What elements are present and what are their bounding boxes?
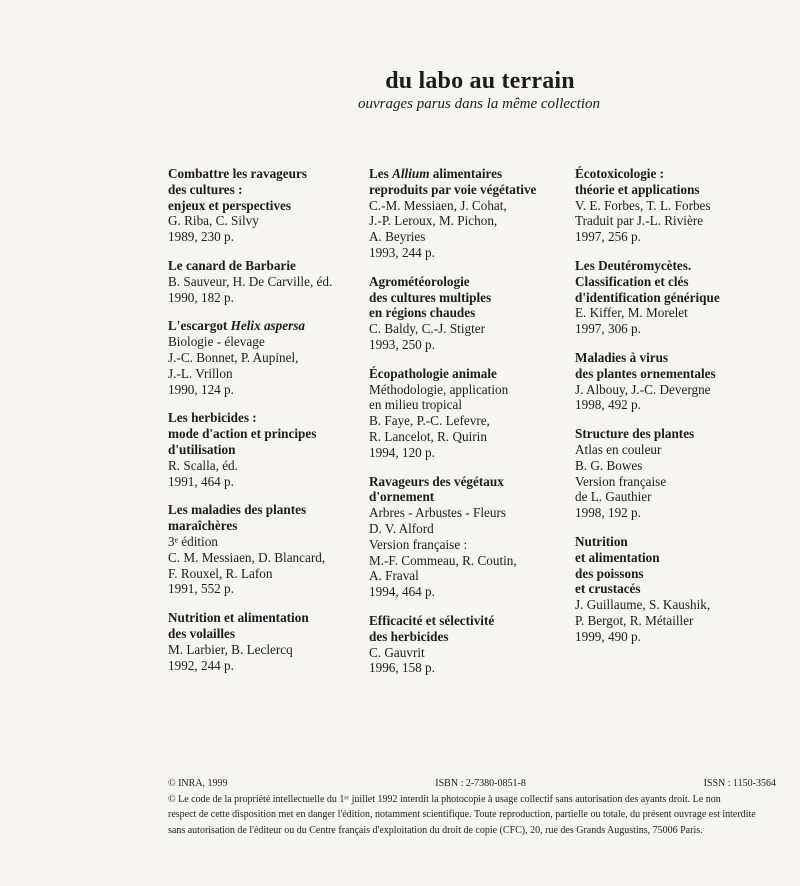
issn: ISSN : 1150-3564	[703, 778, 776, 789]
book-details	[168, 458, 356, 490]
book-title	[168, 166, 356, 213]
title-line: Les Deutéromycètes.	[575, 257, 692, 273]
book-entry	[575, 426, 775, 521]
detail-line: en milieu tropical	[369, 397, 463, 413]
detail-line: F. Rouxel, R. Lafon	[168, 565, 273, 581]
detail-line: C. Baldy, C.-J. Stigter	[369, 321, 486, 337]
title-line: Structure des plantes	[575, 426, 695, 442]
title-italic-text: Helix aspersa	[230, 318, 305, 334]
detail-line: 1990, 124 p.	[168, 381, 234, 397]
title-line: Nutrition et alimentation	[168, 610, 309, 626]
title-line: Le canard de Barbarie	[168, 257, 296, 273]
detail-line: 1994, 464 p.	[369, 584, 435, 600]
detail-line: J. Albouy, J.-C. Devergne	[575, 381, 711, 397]
book-details	[369, 645, 569, 677]
title-line: Les herbicides :	[168, 410, 257, 426]
legal-line: sans autorisation de l'éditeur ou du Centre français d'exploitation du droit de copie (CFC), 20, rue des Grands Augustins, 75006 Paris.	[168, 824, 703, 836]
book-details	[168, 213, 356, 245]
title-line: d'identification générique	[575, 289, 720, 305]
title-text: Les	[369, 166, 393, 181]
detail-line: E. Kiffer, M. Morelet	[575, 305, 688, 321]
title-text: alimentaires	[429, 166, 503, 181]
detail-line: 1997, 256 p.	[575, 229, 641, 245]
book-entry	[575, 534, 775, 645]
isbn: ISBN : 2-7380-0851-8	[435, 778, 526, 789]
title-line: Nutrition	[575, 533, 628, 549]
detail-line: C. M. Messiaen, D. Blancard,	[168, 549, 326, 565]
detail-line: M.-F. Commeau, R. Coutin,	[369, 552, 517, 568]
book-entry	[168, 258, 356, 305]
book-title	[168, 502, 356, 534]
title-line: mode d'action et principes	[168, 426, 317, 442]
detail-line: 1996, 158 p.	[369, 660, 435, 676]
title-line: Efficacité et sélectivité	[369, 612, 495, 628]
title-line: des herbicides	[369, 628, 449, 644]
title-line: Agrométéorologie	[369, 273, 470, 289]
book-details	[168, 642, 356, 674]
detail-line: de L. Gauthier	[575, 489, 652, 505]
detail-line: V. E. Forbes, T. L. Forbes	[575, 197, 711, 213]
book-entry	[369, 613, 569, 676]
detail-line: Version française :	[369, 536, 468, 552]
detail-line: 1989, 230 p.	[168, 229, 234, 245]
detail-line: D. V. Alford	[369, 520, 434, 536]
legal-footer	[168, 776, 776, 838]
detail-line: R. Scalla, éd.	[168, 457, 238, 473]
detail-line: 1991, 464 p.	[168, 473, 234, 489]
detail-line: 1993, 244 p.	[369, 244, 435, 260]
detail-line: C.-M. Messiaen, J. Cohat,	[369, 197, 507, 213]
detail-line: P. Bergot, R. Métailler	[575, 612, 694, 628]
detail-line: M. Larbier, B. Leclercq	[168, 641, 293, 657]
book-details	[369, 505, 569, 600]
book-details	[168, 274, 356, 306]
book-details	[168, 534, 356, 597]
book-title	[168, 318, 356, 334]
detail-line: 1997, 306 p.	[575, 321, 641, 337]
book-title	[575, 166, 775, 198]
book-title	[575, 350, 775, 382]
title-text: L'escargot	[168, 318, 231, 334]
copyright-notice: © INRA, 1999	[168, 778, 228, 789]
detail-line: B. Faye, P.-C. Lefevre,	[369, 413, 490, 429]
book-details	[575, 442, 775, 521]
detail-line: Arbres - Arbustes - Fleurs	[369, 505, 506, 521]
title-line: des cultures multiples	[369, 289, 492, 305]
detail-line: R. Lancelot, R. Quirin	[369, 428, 487, 444]
book-details	[575, 305, 775, 337]
detail-line: Traduit par J.-L. Rivière	[575, 213, 704, 229]
detail-line: A. Fraval	[369, 568, 419, 584]
book-entry	[369, 474, 569, 600]
title-line: Les maladies des plantes	[168, 502, 307, 518]
detail-line: 1992, 244 p.	[168, 657, 234, 673]
detail-line: Atlas en couleur	[575, 441, 662, 457]
title-line	[369, 166, 569, 182]
detail-line: 1999, 490 p.	[575, 628, 641, 644]
book-details	[369, 382, 569, 461]
title-line: Classification et clés	[575, 273, 689, 289]
title-line: et crustacés	[575, 581, 641, 597]
detail-line: B. G. Bowes	[575, 457, 643, 473]
detail-line: 1994, 120 p.	[369, 444, 435, 460]
title-line: des cultures :	[168, 181, 243, 197]
title-line: d'ornement	[369, 489, 435, 505]
book-title	[575, 426, 775, 442]
title-line: d'utilisation	[168, 441, 236, 457]
book-details	[168, 334, 356, 397]
collection-header	[0, 68, 800, 114]
detail-line: 1998, 492 p.	[575, 397, 641, 413]
detail-line: J.-P. Leroux, M. Pichon,	[369, 213, 498, 229]
book-title	[575, 534, 775, 597]
series-subtitle: ouvrages parus dans la même collection	[357, 96, 601, 112]
book-column-2	[369, 166, 569, 689]
title-line: Ravageurs des végétaux	[369, 473, 504, 489]
detail-line: 1993, 250 p.	[369, 336, 435, 352]
book-title	[369, 274, 569, 321]
book-entry	[168, 410, 356, 489]
book-entry	[575, 166, 775, 245]
series-title: du labo au terrain	[385, 68, 575, 94]
detail-line: 1990, 182 p.	[168, 289, 234, 305]
book-entry	[575, 350, 775, 413]
book-entry	[168, 318, 356, 397]
detail-line: J.-C. Bonnet, P. Aupinel,	[168, 349, 299, 365]
detail-line: G. Riba, C. Silvy	[168, 213, 259, 229]
book-title	[369, 474, 569, 506]
title-line: Écopathologie animale	[369, 365, 497, 381]
book-title	[168, 258, 356, 274]
book-title	[369, 166, 569, 198]
detail-line: J. Guillaume, S. Kaushik,	[575, 597, 711, 613]
book-title	[369, 366, 569, 382]
detail-line: 1991, 552 p.	[168, 581, 234, 597]
book-entry	[369, 366, 569, 461]
title-line: des volailles	[168, 625, 236, 641]
book-column-3	[575, 166, 775, 658]
book-details	[575, 382, 775, 414]
detail-line: Version française	[575, 473, 667, 489]
book-entry	[369, 274, 569, 353]
title-line: des plantes ornementales	[575, 365, 716, 381]
title-line: en régions chaudes	[369, 305, 476, 321]
footer-identifiers	[168, 776, 776, 792]
book-entry	[575, 258, 775, 337]
detail-line: 3ᵉ édition	[168, 533, 218, 549]
detail-line: J.-L. Vrillon	[168, 365, 233, 381]
legal-notice	[168, 792, 776, 839]
title-line: Maladies à virus	[575, 349, 669, 365]
title-line: des poissons	[575, 565, 644, 581]
book-entry	[168, 166, 356, 245]
title-line: théorie et applications	[575, 181, 700, 197]
title-line: reproduits par voie végétative	[369, 181, 537, 197]
book-entry	[168, 610, 356, 673]
book-title	[168, 410, 356, 457]
book-title	[168, 610, 356, 642]
book-column-1	[168, 166, 356, 686]
book-title	[575, 258, 775, 305]
legal-line: respect de cette disposition met en danger l'édition, notamment scientifique. Toute reproduction, partielle ou totale, du présent ouvrage est interdite	[168, 809, 756, 821]
title-line: maraîchères	[168, 518, 238, 534]
book-details	[575, 198, 775, 245]
book-entry	[168, 502, 356, 597]
title-italic-text: Allium	[392, 166, 430, 181]
book-title	[369, 613, 569, 645]
detail-line: B. Sauveur, H. De Carville, éd.	[168, 273, 333, 289]
detail-line: 1998, 192 p.	[575, 505, 641, 521]
detail-line: A. Beyries	[369, 229, 426, 245]
title-line	[168, 318, 356, 334]
book-entry	[369, 166, 569, 261]
legal-line: © Le code de la propriété intellectuelle du 1ᵉʳ juillet 1992 interdit la photocopie à usage collectif sans autorisation des ayants droit. Le non	[168, 793, 721, 805]
title-line: et alimentation	[575, 549, 660, 565]
book-details	[369, 321, 569, 353]
title-line: Écotoxicologie :	[575, 166, 664, 181]
detail-line: Biologie - élevage	[168, 334, 265, 350]
detail-line: C. Gauvrit	[369, 644, 425, 660]
book-details	[575, 597, 775, 644]
book-details	[369, 198, 569, 261]
title-line: enjeux et perspectives	[168, 197, 292, 213]
title-line: Combattre les ravageurs	[168, 166, 307, 181]
detail-line: Méthodologie, application	[369, 381, 509, 397]
